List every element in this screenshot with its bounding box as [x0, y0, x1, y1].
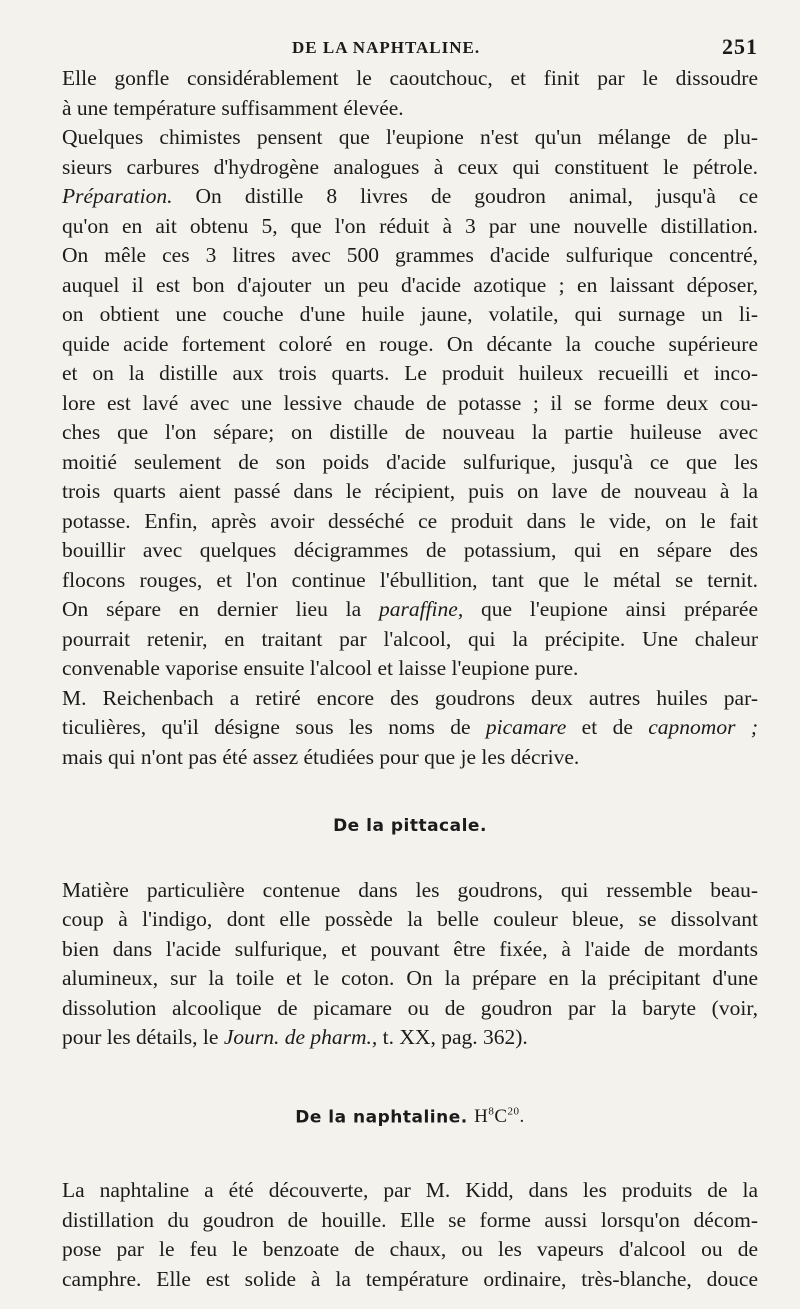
text-line: trois quarts aient passé dans le récipient, puis on lave de nouveau à la: [62, 479, 758, 503]
text-line: [62, 595, 758, 625]
formula-subscript: 8: [488, 1105, 495, 1118]
text-line: [62, 182, 758, 212]
text-fragment: et de: [566, 715, 649, 739]
text-line: On mêle ces 3 litres avec 500 grammes d'acide sulfurique concentré,: [62, 243, 758, 267]
text-line: quide acide fortement coloré en rouge. On décante la couche supérieure: [62, 331, 758, 356]
text-fragment: On sépare en dernier lieu la: [62, 597, 379, 621]
body-text: [62, 64, 758, 1294]
text-line: bien dans l'acide sulfurique, et pouvant être fixée, à l'aide de mordants: [62, 936, 758, 961]
text-fragment: pour les détails, le: [62, 1025, 224, 1049]
text-fragment: ticulières, qu'il désigne sous les noms de: [62, 715, 486, 739]
text-line: flocons rouges, et l'on continue l'ébullition, tant que le métal se ternit.: [62, 567, 758, 592]
text-line: Quelques chimistes pensent que l'eupione n'est qu'un mélange de plu-: [62, 125, 758, 149]
capnomor-term: capnomor ;: [648, 715, 758, 739]
text-fragment: que l'eupione ainsi préparée: [463, 597, 758, 621]
page-header: [62, 34, 758, 64]
text-line: M. Reichenbach a retiré encore des goudrons deux autres huiles par-: [62, 685, 758, 710]
text-line: et on la distille aux trois quarts. Le produit huileux recueilli et inco-: [62, 361, 758, 385]
page-number: 251: [722, 34, 758, 59]
picamare-term: picamare: [485, 715, 567, 739]
running-title: DE LA NAPHTALINE.: [292, 38, 481, 57]
section-title-text: De la naphtaline.: [295, 1106, 468, 1127]
text-fragment: t. XX, pag. 362).: [377, 1025, 528, 1049]
paraffine-term: paraffine,: [378, 597, 464, 621]
text-line: sieurs carbures d'hydrogène analogues à ceux qui constituent le pétrole.: [62, 154, 758, 179]
preparation-label: Préparation.: [62, 184, 173, 208]
text-line: à une température suffisamment élevée.: [62, 95, 404, 120]
text-fragment: On distille 8 livres de goudron animal, jusqu'à ce: [172, 184, 758, 208]
text-line: qu'on en ait obtenu 5, que l'on réduit à 3 par une nouvelle distillation.: [62, 213, 758, 238]
formula-period: .: [519, 1105, 525, 1127]
text-line: Matière particulière contenue dans les goudrons, qui ressemble beau-: [62, 877, 758, 902]
text-line: mais qui n'ont pas été assez étudiées pour que je les décrive.: [62, 744, 580, 769]
text-line: on obtient une couche d'une huile jaune, volatile, qui surnage un li-: [62, 302, 758, 326]
text-line: alumineux, sur la toile et le coton. On la prépare en la précipitant d'une: [62, 966, 758, 990]
text-line: pourrait retenir, en traitant par l'alcool, qui la précipite. Une chaleur: [62, 626, 758, 651]
formula-element: H: [474, 1105, 489, 1127]
text-line: coup à l'indigo, dont elle possède la belle couleur bleue, se dissolvant: [62, 907, 758, 931]
text-line: La naphtaline a été découverte, par M. Kidd, dans les produits de la: [62, 1178, 758, 1203]
text-line: moitié seulement de son poids d'acide sulfurique, jusqu'à ce que les: [62, 449, 758, 474]
text-line: potasse. Enfin, après avoir desséché ce produit dans le vide, on le fait: [62, 508, 758, 533]
text-line: [62, 1023, 758, 1053]
text-line: camphre. Elle est solide à la température ordinaire, très-blanche, douce: [62, 1266, 758, 1291]
text-line: ches que l'on sépare; on distille de nouveau la partie huileuse avec: [62, 420, 758, 444]
text-line: bouillir avec quelques décigrammes de potassium, qui en sépare des: [62, 538, 758, 562]
text-line: distillation du goudron de houille. Elle se forme aussi lorsqu'on décom-: [62, 1207, 758, 1232]
text-line: lore est lavé avec une lessive chaude de potasse ; il se forme deux cou-: [62, 390, 758, 415]
section-title-naphtaline: [62, 1098, 758, 1133]
text-line: [62, 713, 758, 743]
text-line: auquel il est bon d'ajouter un peu d'acide azotique ; en laissant déposer,: [62, 272, 758, 297]
section-title-pittacale: De la pittacale.: [333, 816, 487, 836]
text-line: dissolution alcoolique de picamare ou de goudron par la baryte (voir,: [62, 995, 758, 1020]
chemical-formula: [474, 1106, 525, 1127]
text-line: pose par le feu le benzoate de chaux, ou les vapeurs d'alcool ou de: [62, 1237, 758, 1262]
formula-element: C: [494, 1105, 508, 1127]
text-line: Elle gonfle considérablement le caoutchouc, et finit par le dissoudre: [62, 66, 758, 90]
text-line: convenable vaporise ensuite l'alcool et laisse l'eupione pure.: [62, 656, 579, 680]
formula-subscript: 20: [507, 1105, 520, 1118]
journal-citation: Journ. de pharm.,: [223, 1025, 378, 1049]
